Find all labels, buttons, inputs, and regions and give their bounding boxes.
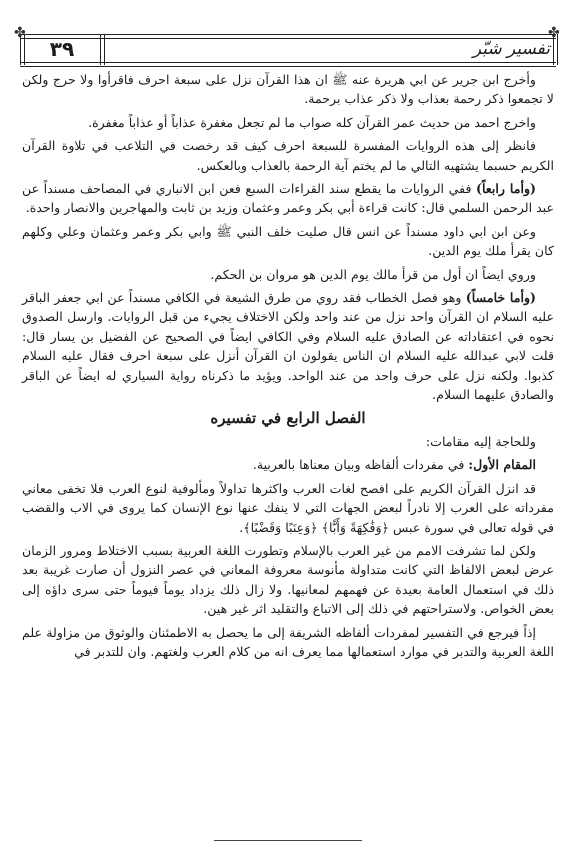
paragraph [22, 479, 554, 537]
paragraph [22, 288, 554, 404]
paragraph-text: وروي ايضاً ان أول من قرأ مالك يوم الدين هو مروان بن الحكم. [210, 266, 536, 282]
paragraph-text: وعن ابن ابي داود مسنداً عن انس قال صليت خلف النبي ﷺ وابي بكر وعمر وعثمان وعلي وكلهم كان يقرأ ملك يوم الدين. [22, 223, 554, 259]
header-frame-divider [100, 34, 105, 65]
paragraph-text: فانظر إلى هذه الروايات المفسرة للسبعة احرف كيف قد رخصت في التلاعب في تلاوة القرآن الكريم حسبما يشتهيه التالي ما لم يختم آية الرحمة بالعذاب وبالعكس. [22, 138, 554, 173]
paragraph-text: ولكن لما تشرفت الامم من غير العرب بالإسلام وتطورت اللغة العربية بسبب الاختلاط ومرور الزمان عرض لبعض الالفاظ التي كانت متداولة مأنوسة معروفة المعاني في عصر النزول أن صارت غريبة بعد ذلك في استعمال العامة بعيدة عن فهمهم لمعانيها. ولا زال ذلك يزداد يوماً فيوماً حتى سرى داؤه إلى بعض الخواص. ولاستراحتهم في ذلك إلى الاتباع والتقليد اثر غير هين. [22, 542, 554, 617]
body-text [22, 70, 554, 665]
section-heading: الفصل الرابع في تفسيره [210, 408, 366, 427]
running-title: تفسير شبّر [472, 39, 550, 59]
paragraph-text: وهو فصل الخطاب فقد روي من طرق الشيعة في الكافي مسنداً عن ابي جعفر الباقر عليه السلام ان القرآن واحد نزل من عند واحد ولكن الاختلاف يجيء من قبل الروايات. وارسل الصدوق نحوه في اعتقاداته عن الصادق عليه السلام وفي الكافي ايضاً في الصحيح عن الفضيل بن يسار قال: قلت لابي عبدالله عليه السلام ان الناس يقولون ان القرآن أنزل على سبعة احرف فقال عليه السلام كذبوا. ولكنه نزل على حرف واحد من عند الواحد. ويؤيد ما ذكرناه رواية السياري له ايضاً عن الباقر والصادق عليهما السلام. [22, 290, 554, 403]
paragraph-lead: (وأما رابعاً) [476, 181, 536, 197]
paragraph [22, 432, 554, 451]
footer-rule [214, 840, 362, 841]
paragraph-text: واخرج احمد من حديث عمر القرآن كله صواب ما لم تجعل مغفرة عذاباً أو عذاباً مغفرة. [88, 114, 536, 130]
paragraph-text: وللحاجة إليه مقامات: [425, 433, 536, 449]
paragraph [22, 136, 554, 175]
paragraph [22, 455, 554, 474]
page-number: ٣٩ [49, 37, 75, 61]
paragraph [22, 265, 554, 284]
paragraph [22, 623, 554, 662]
paragraph [22, 541, 554, 619]
corner-ornament-icon: ✤ [14, 25, 26, 41]
paragraph [22, 179, 554, 218]
paragraph-text: قد انزل القرآن الكريم على افصح لغات العرب واكثرها تداولاً ومألوفية لنوع العرب فلا تخفى معاني مفرداته على العرب إلا نادراً لبعض الجهات التي لا ينفك عنها نوع الإنسان كما يروى في الاب والقضب في قوله تعالى في سورة عبس ﴿وَفَٰكِهَةً وَأَبًّا﴾ ﴿وَعِنَبًا وَقَضْبًا﴾. [22, 480, 554, 535]
paragraph-text: وأخرج ابن جرير عن ابي هريرة عنه ﷺ ان هذا القرآن نزل على سبعة احرف فاقرأوا ولا حرج ولكن لا تجمعوا ذكر رحمة بعذاب ولا ذكر عذاب برحمة. [22, 72, 554, 107]
paragraph [22, 222, 554, 261]
paragraph-text: في مفردات ألفاظه وبيان معناها بالعربية. [252, 457, 465, 473]
paragraph-lead: (وأما خامساً) [465, 290, 536, 306]
corner-ornament-icon: ✤ [548, 25, 560, 41]
paragraph [22, 113, 554, 132]
paragraph-text: إذاً فيرجع في التفسير لمفردات ألفاظه الشريفة إلى ما يحصل به الاطمئنان والوثوق من مزاولة علم اللغة العربية والتدبر في موارد استعمالها مما يعرف انه من كلام العرب ولغتهم. وان للتدبر في [22, 624, 554, 659]
paragraph [22, 70, 554, 109]
paragraph-text: ففي الروايات ما يقطع سند القراءات السبع فعن ابن الانباري في المصاحف مسنداً عن عبد الرحمن السلمي قال: كانت قراءة أبي بكر وعمر وعثمان وزيد بن ثابت والمهاجرين والانصار واحدة. [22, 181, 554, 216]
paragraph-lead: المقام الأول: [468, 457, 536, 473]
